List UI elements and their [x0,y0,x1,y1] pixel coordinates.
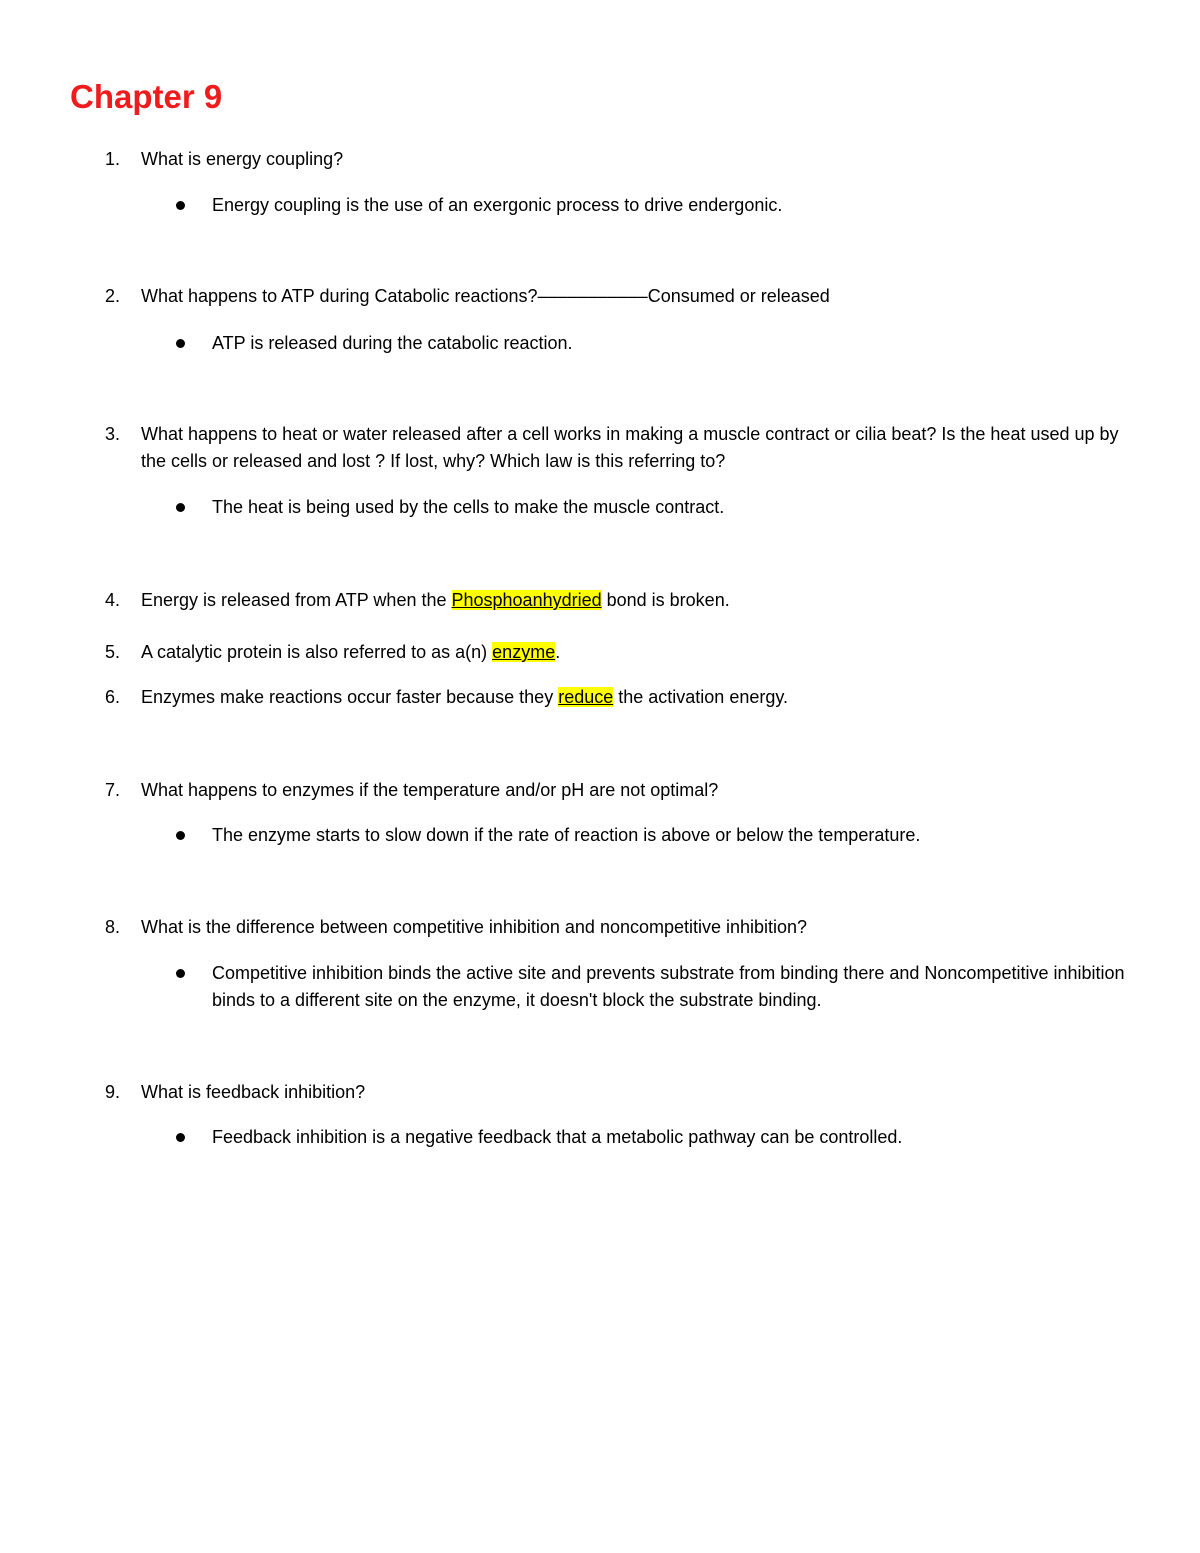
answer-text: Feedback inhibition is a negative feedback that a metabolic pathway can be controlled. [212,1127,903,1147]
question-number: 8. [105,917,121,937]
bullet-icon [176,831,185,840]
page-title: Chapter 9 [70,78,223,115]
bullet-icon [176,1133,185,1142]
question-1 [105,146,1135,173]
question-text [141,587,1135,614]
question-text: What is energy coupling? [141,149,344,169]
question-text-after: the activation energy. [613,687,789,707]
answer-1 [176,192,1136,219]
question-number: 3. [105,424,121,444]
answer-text: The enzyme starts to slow down if the rate of reaction is above or below the temperature. [212,825,921,845]
question-number: 1. [105,149,121,169]
question-text-before: Enzymes make reactions occur faster because they [141,687,559,707]
question-text [141,684,1135,711]
question-text-after: . [555,642,561,662]
question-number: 2. [105,286,121,306]
answer-text: Energy coupling is the use of an exergonic process to drive endergonic. [212,195,783,215]
bullet-icon [176,201,185,210]
question-3 [105,421,1135,475]
fill-in-answer: Phosphoanhydried [451,590,602,610]
question-text-before: A catalytic protein is also referred to as a(n) [141,642,493,662]
question-7 [105,777,1135,804]
answer-8 [176,960,1136,1014]
answer-text: ATP is released during the catabolic reaction. [212,333,573,353]
answer-9 [176,1124,1136,1151]
answer-text: The heat is being used by the cells to make the muscle contract. [212,497,725,517]
bullet-icon [176,503,185,512]
answer-7 [176,822,1136,849]
question-number: 7. [105,780,121,800]
bullet-icon [176,339,185,348]
question-text-before: Energy is released from ATP when the [141,590,452,610]
bullet-icon [176,969,185,978]
question-text [141,639,1135,666]
fill-in-answer: enzyme [492,642,556,662]
question-text-after: bond is broken. [601,590,730,610]
question-4 [105,587,1135,614]
question-text: What happens to ATP during Catabolic reactions?–––––––––––Consumed or released [141,286,830,306]
question-number: 9. [105,1082,121,1102]
question-text: What happens to heat or water released after a cell works in making a muscle contract or cilia beat? Is the heat used up by the cells or released and lost ? If lost, why? Which law is this referring to? [141,424,1119,471]
question-number: 4. [105,590,121,610]
question-9 [105,1079,1135,1106]
question-5 [105,639,1135,666]
question-6 [105,684,1135,711]
question-2 [105,283,1135,310]
fill-in-answer: reduce [558,687,614,707]
question-8 [105,914,1135,941]
answer-3 [176,494,1136,521]
answer-text: Competitive inhibition binds the active site and prevents substrate from binding there and Noncompetitive inhibition binds to a different site on the enzyme, it doesn't block the substrate binding. [212,963,1125,1010]
question-number: 6. [105,687,121,707]
question-number: 5. [105,642,121,662]
question-text: What is the difference between competitive inhibition and noncompetitive inhibition? [141,917,808,937]
question-text: What happens to enzymes if the temperature and/or pH are not optimal? [141,780,719,800]
question-text: What is feedback inhibition? [141,1082,366,1102]
answer-2 [176,330,1136,357]
